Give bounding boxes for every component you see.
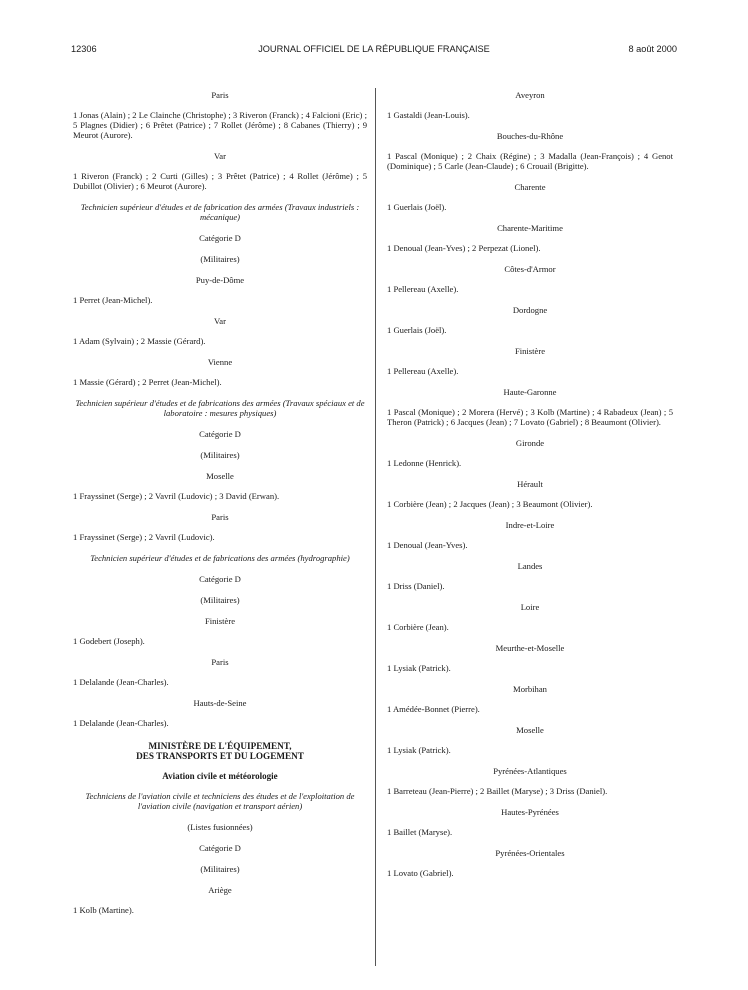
region-heading: Var [214, 316, 226, 326]
region-heading: Landes [517, 561, 543, 571]
region-heading: Puy-de-Dôme [195, 275, 245, 285]
name-list: 1 Delalande (Jean-Charles). [73, 677, 169, 687]
page-number: 12306 [71, 44, 97, 54]
name-list: 1 Jonas (Alain) ; 2 Le Clainche (Christophe) ; 3 Riveron (Franck) ; 4 Falcioni (Eric) ; 5 Plagnes (Didier) ; 6 Prêtet (Patrice) ; 7 Rollet (Jérôme) ; 8 Cabanes (Thierry) ; 9 Meurot (Aurore). [73, 110, 367, 140]
name-list: 1 Lovato (Gabriel). [387, 868, 454, 878]
ministry-subheading: Aviation civile et météorologie [162, 771, 278, 781]
region-heading: Paris [211, 90, 229, 100]
name-list: 1 Adam (Sylvain) ; 2 Massie (Gérard). [73, 336, 206, 346]
name-list: 1 Corbière (Jean). [387, 622, 449, 632]
name-list: 1 Ledonne (Henrick). [387, 458, 462, 468]
region-heading: Moselle [206, 471, 234, 481]
region-heading: Meurthe-et-Moselle [495, 643, 565, 653]
name-list: 1 Guerlais (Joël). [387, 202, 447, 212]
name-list: 1 Frayssinet (Serge) ; 2 Vavril (Ludovic) ; 3 David (Erwan). [73, 491, 280, 501]
right-column [387, 90, 673, 879]
region-heading: Haute-Garonne [503, 387, 557, 397]
region-heading: Hautes-Pyrénées [501, 807, 559, 817]
region-heading: Gironde [515, 438, 545, 448]
region-heading: Ariège [208, 885, 232, 895]
region-heading: Finistère [514, 346, 546, 356]
name-list: 1 Guerlais (Joël). [387, 325, 447, 335]
region-heading: Morbihan [513, 684, 547, 694]
ministry-heading [73, 741, 367, 761]
name-list: 1 Perret (Jean-Michel). [73, 295, 153, 305]
name-list: 1 Corbière (Jean) ; 2 Jacques (Jean) ; 3 Beaumont (Olivier). [387, 499, 593, 509]
category-label: Catégorie D [199, 843, 241, 853]
name-list: 1 Pellereau (Axelle). [387, 284, 459, 294]
region-heading: Paris [211, 512, 229, 522]
region-heading: Dordogne [512, 305, 548, 315]
name-list: 1 Pascal (Monique) ; 2 Morera (Hervé) ; 3 Kolb (Martine) ; 4 Rabadeux (Jean) ; 5 Theron (Patrick) ; 6 Jacques (Jean) ; 7 Lovato (Gabriel) ; 8 Beaumont (Olivier). [387, 407, 673, 427]
section-title: Technicien supérieur d'études et de fabrication des armées (Travaux industriels : mécanique) [80, 202, 360, 222]
lists-label: (Listes fusionnées) [187, 822, 253, 832]
name-list: 1 Massie (Gérard) ; 2 Perret (Jean-Michel). [73, 377, 222, 387]
name-list: 1 Pascal (Monique) ; 2 Chaix (Régine) ; 3 Madalla (Jean-François) ; 4 Genot (Dominique) ; 5 Carle (Jean-Claude) ; 6 Crouail (Brigitte). [387, 151, 673, 171]
ministry-line-2: DES TRANSPORTS ET DU LOGEMENT [136, 751, 304, 761]
military-label: (Militaires) [200, 254, 240, 264]
military-label: (Militaires) [200, 595, 240, 605]
name-list: 1 Barreteau (Jean-Pierre) ; 2 Baillet (Maryse) ; 3 Driss (Daniel). [387, 786, 608, 796]
section-title: Techniciens de l'aviation civile et techniciens des études et de l'exploitation de l'aviation civile (navigation et transport aérien) [85, 791, 355, 811]
region-heading: Pyrénées-Atlantiques [493, 766, 567, 776]
region-heading: Hauts-de-Seine [193, 698, 247, 708]
publication-date: 8 août 2000 [628, 44, 677, 54]
region-heading: Finistère [204, 616, 236, 626]
category-label: Catégorie D [199, 574, 241, 584]
region-heading: Charente [514, 182, 546, 192]
name-list: 1 Denoual (Jean-Yves) ; 2 Perpezat (Lionel). [387, 243, 541, 253]
name-list: 1 Lysiak (Patrick). [387, 663, 451, 673]
region-heading: Aveyron [515, 90, 545, 100]
name-list: 1 Godebert (Joseph). [73, 636, 145, 646]
region-heading: Var [214, 151, 226, 161]
military-label: (Militaires) [200, 450, 240, 460]
region-heading: Paris [211, 657, 229, 667]
region-heading: Vienne [207, 357, 233, 367]
name-list: 1 Baillet (Maryse). [387, 827, 453, 837]
left-column [73, 90, 367, 916]
name-list: 1 Amédée-Bonnet (Pierre). [387, 704, 480, 714]
category-label: Catégorie D [199, 429, 241, 439]
name-list: 1 Lysiak (Patrick). [387, 745, 451, 755]
name-list: 1 Frayssinet (Serge) ; 2 Vavril (Ludovic). [73, 532, 215, 542]
military-label: (Militaires) [200, 864, 240, 874]
ministry-line-1: MINISTÈRE DE L'ÉQUIPEMENT, [148, 741, 292, 751]
section-title: Technicien supérieur d'études et de fabrications des armées (Travaux spéciaux et de laboratoire : mesures physiques) [75, 398, 365, 418]
region-heading: Hérault [517, 479, 543, 489]
name-list: 1 Pellereau (Axelle). [387, 366, 459, 376]
region-heading: Charente-Maritime [497, 223, 563, 233]
column-divider [375, 88, 376, 966]
section-title: Technicien supérieur d'études et de fabrications des armées (hydrographie) [90, 553, 350, 563]
region-heading: Moselle [516, 725, 544, 735]
category-label: Catégorie D [199, 233, 241, 243]
region-heading: Côtes-d'Armor [504, 264, 556, 274]
name-list: 1 Delalande (Jean-Charles). [73, 718, 169, 728]
region-heading: Loire [520, 602, 540, 612]
region-heading: Pyrénées-Orientales [495, 848, 565, 858]
name-list: 1 Driss (Daniel). [387, 581, 445, 591]
journal-title: JOURNAL OFFICIEL DE LA RÉPUBLIQUE FRANÇAISE [258, 44, 490, 54]
region-heading: Bouches-du-Rhône [496, 131, 564, 141]
page-header [71, 44, 677, 60]
region-heading: Indre-et-Loire [505, 520, 555, 530]
name-list: 1 Riveron (Franck) ; 2 Curti (Gilles) ; 3 Prêtet (Patrice) ; 4 Rollet (Jérôme) ; 5 Dubillot (Olivier) ; 6 Meurot (Aurore). [73, 171, 367, 191]
name-list: 1 Gastaldi (Jean-Louis). [387, 110, 470, 120]
name-list: 1 Kolb (Martine). [73, 905, 134, 915]
name-list: 1 Denoual (Jean-Yves). [387, 540, 468, 550]
